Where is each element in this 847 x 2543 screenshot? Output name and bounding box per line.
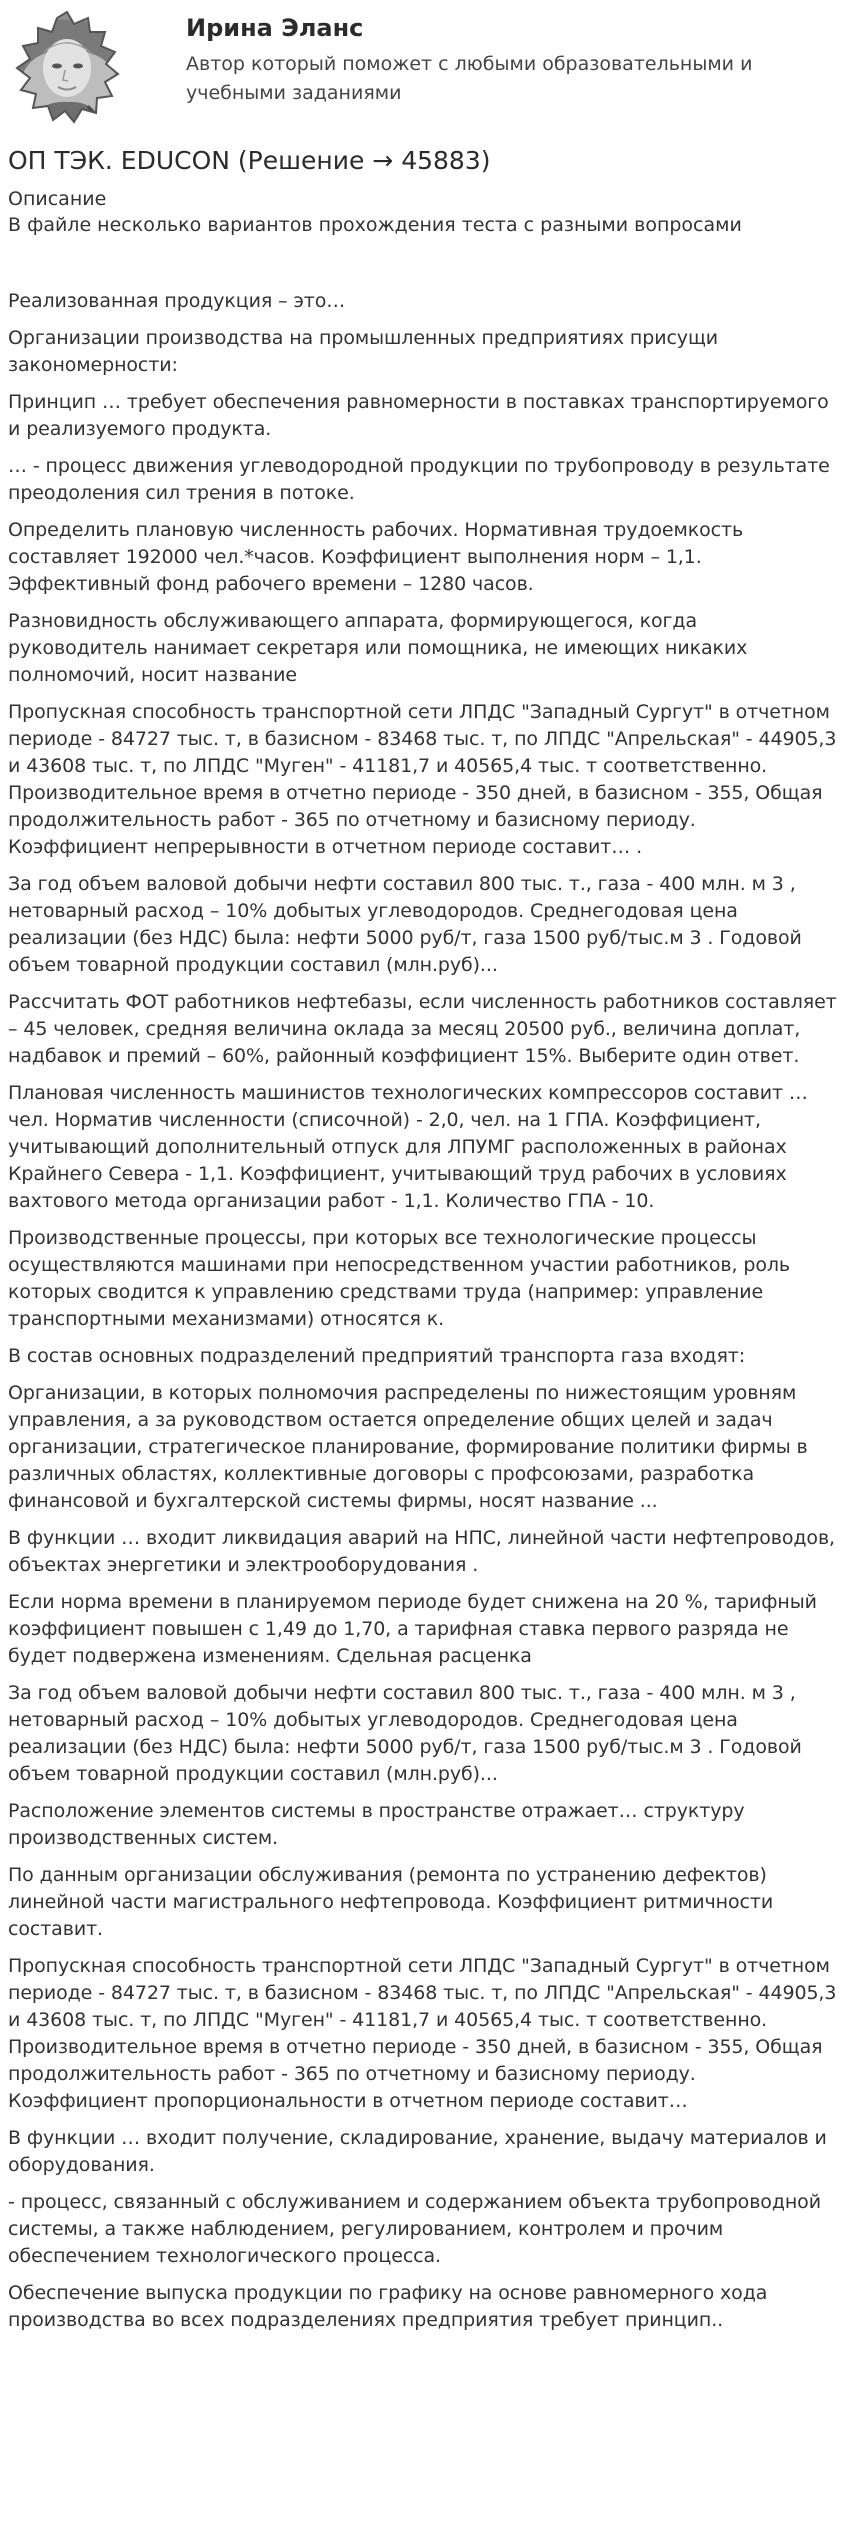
question-item: Производственные процессы, при которых все технологические процессы осуществляются машинами при непосредственном участии работников, роль которых сводится к управлению средствами труда (например: управление транспортными механизмами) относятся к. — [8, 1227, 791, 1330]
author-card — [8, 10, 839, 130]
question-item: Реализованная продукция – это… — [8, 290, 346, 312]
question-item: Пропускная способность транспортной сети ЛПДС "Западный Сургут" в отчетном периоде - 84727 тыс. т, в базисном - 83468 тыс. т, по ЛПДС "Апрельская" - 44905,3 и 43608 тыс. т, по ЛПДС "Муген" - 41181,7 и 40565,4 тыс. т соответственно. Производительное время в отчетно периоде - 350 дней, в базисном - 355, Общая продолжительность работ - 365 по отчетному и базисному периоду. Коэффициент пропорциональности в отчетном периоде составит… — [8, 1955, 837, 2112]
question-item: В состав основных подразделений предприятий транспорта газа входят: — [8, 1345, 746, 1367]
question-item: В функции … входит получение, складирование, хранение, выдачу материалов и оборудования. — [8, 2127, 827, 2176]
question-item: Рассчитать ФОТ работников нефтебазы, если численность работников составляет – 45 человек, средняя величина оклада за месяц 20500 руб., величина доплат, надбавок и премий – 60%, районный коэффициент 15%. Выберите один ответ. — [8, 991, 837, 1067]
question-item: - процесс, связанный с обслуживанием и содержанием объекта трубопроводной системы, а также наблюдением, регулированием, контролем и прочим обеспечением технологического процесса. — [8, 2191, 821, 2267]
description-label: Описание — [8, 188, 107, 210]
question-item: Разновидность обслуживающего аппарата, формирующегося, когда руководитель нанимает секретаря или помощника, не имеющих никаких полномочий, носит название — [8, 610, 748, 686]
question-item: Пропускная способность транспортной сети ЛПДС "Западный Сургут" в отчетном периоде - 84727 тыс. т, в базисном - 83468 тыс. т, по ЛПДС "Апрельская" - 44905,3 и 43608 тыс. т, по ЛПДС "Муген" - 41181,7 и 40565,4 тыс. т соответственно. Производительное время в отчетно периоде - 350 дней, в базисном - 355, Общая продолжительность работ - 365 по отчетному и базисному периоду. Коэффициент непрерывности в отчетном периоде составит… . — [8, 701, 837, 858]
question-item: За год объем валовой добычи нефти составил 800 тыс. т., газа - 400 млн. м 3 , нетоварный расход – 10% добытых углеводородов. Среднегодовая цена реализации (без НДС) была: нефти 5000 руб/т, газа 1500 руб/тыс.м 3 . Годовой объем товарной продукции составил (млн.руб)... — [8, 873, 802, 976]
question-item: Расположение элементов системы в пространстве отражает… структуру производственных систем. — [8, 1800, 745, 1849]
question-item: По данным организации обслуживания (ремонта по устранению дефектов) линейной части магистрального нефтепровода. Коэффициент ритмичности составит. — [8, 1864, 774, 1940]
author-description: Автор который поможет с любыми образовательными и учебными заданиями — [186, 53, 753, 104]
question-item: Принцип … требует обеспечения равномерности в поставках транспортируемого и реализуемого продукта. — [8, 391, 829, 440]
question-list — [8, 288, 840, 2344]
author-avatar[interactable] — [8, 10, 126, 128]
question-item: В функции … входит ликвидация аварий на НПС, линейной части нефтепроводов, объектах энергетики и электрооборудования . — [8, 1527, 835, 1576]
author-name[interactable]: Ирина Эланс — [186, 14, 364, 42]
question-item: … - процесс движения углеводородной продукции по трубопроводу в результате преодоления сил трения в потоке. — [8, 455, 830, 504]
question-item: Организации, в которых полномочия распределены по нижестоящим уровням управления, а за руководством остается определение общих целей и задач организации, стратегическое планирование, формирование политики фирмы в различных областях, коллективные договоры с профсоюзами, разработка финансовой и бухгалтерской системы фирмы, носят название ... — [8, 1382, 808, 1512]
question-item: Организации производства на промышленных предприятиях присущи закономерности: — [8, 327, 719, 376]
question-item: Если норма времени в планируемом периоде будет снижена на 20 %, тарифный коэффициент повышен с 1,49 до 1,70, а тарифная ставка первого разряда не будет подвержена изменениям. Сдельная расценка — [8, 1591, 817, 1667]
description-text: В файле несколько вариантов прохождения теста с разными вопросами — [8, 214, 742, 236]
question-item: За год объем валовой добычи нефти составил 800 тыс. т., газа - 400 млн. м 3 , нетоварный расход – 10% добытых углеводородов. Среднегодовая цена реализации (без НДС) была: нефти 5000 руб/т, газа 1500 руб/тыс.м 3 . Годовой объем товарной продукции составил (млн.руб)... — [8, 1682, 802, 1785]
question-item: Обеспечение выпуска продукции по графику на основе равномерного хода производства во всех подразделениях предприятия требует принцип.. — [8, 2282, 768, 2331]
question-item: Плановая численность машинистов технологических компрессоров составит … чел. Норматив численности (списочной) - 2,0, чел. на 1 ГПА. Коэффициент, учитывающий дополнительный отпуск для ЛПУМГ расположенных в районах Крайнего Севера - 1,1. Коэффициент, учитывающий труд рабочих в условиях вахтового метода организации работ - 1,1. Количество ГПА - 10. — [8, 1082, 808, 1212]
page-title: ОП ТЭК. EDUCON (Решение → 45883) — [8, 146, 491, 175]
question-item: Определить плановую численность рабочих. Нормативная трудоемкость составляет 192000 чел.*часов. Коэффициент выполнения норм – 1,1. Эффективный фонд рабочего времени – 1280 часов. — [8, 519, 744, 595]
